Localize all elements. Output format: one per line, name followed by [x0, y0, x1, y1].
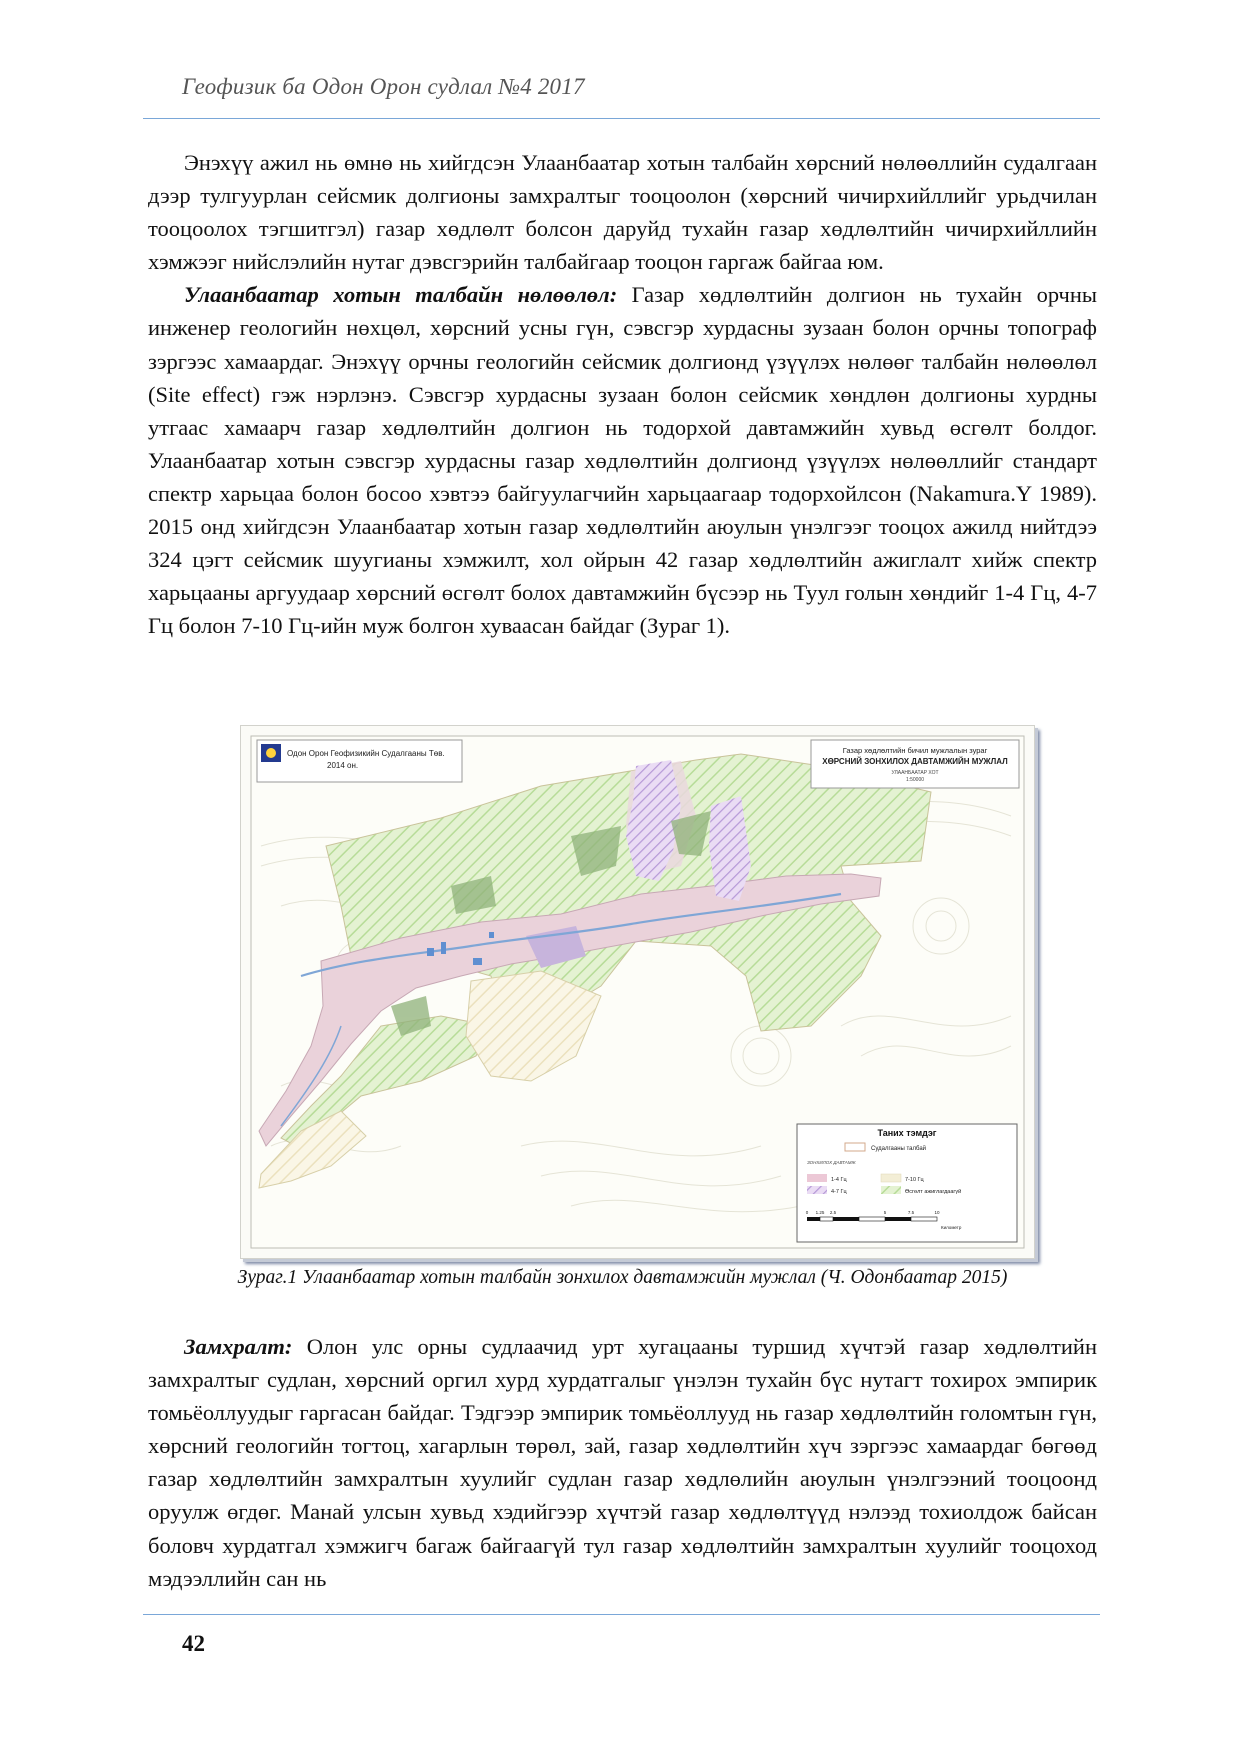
scale-tick-2: 2.5 — [829, 1210, 837, 1215]
legend-subheading: ЗОНХИЛОХ ДАВТАМЖ — [807, 1160, 856, 1165]
site-effect-heading: Улаанбаатар хотын талбайн нөлөөлөл: — [184, 282, 618, 308]
legend-label-1-4hz: 1-4 Гц — [831, 1177, 847, 1183]
institute-name: Одон Орон Геофизикийн Судалгааны Төв. — [287, 749, 445, 758]
footer-rule — [143, 1614, 1100, 1615]
scale-tick-3: 5 — [883, 1210, 887, 1215]
body-block-bottom — [148, 1330, 1097, 1595]
figure-map — [240, 725, 1035, 1259]
map-title-line2: ХӨРСНИЙ ЗОНХИЛОХ ДАВТАМЖИЙН МУЖЛАЛ — [822, 757, 1008, 766]
intro-paragraph: Энэхүү ажил нь өмнө нь хийгдсэн Улаанбаатар хотын талбайн хөрсний нөлөөллийн судалгаан дээр тулгуурлан сейсмик долгионы замхралтыг тооцоолон (хөрсний чичирхийллийг урьдчилан тооцоолох тэгшитгэл) газар хөдлөлт болсон даруйд тухайн газар хөдлөлтийн чичирхийллийн хэмжээг нийслэлийн нутаг дэвсгэрийн талбайгаар тооцон гаргаж байгаа юм. — [148, 150, 1097, 275]
legend-study-area-label: Судалгааны талбай — [871, 1146, 927, 1152]
scale-tick-0: 0 — [805, 1210, 809, 1215]
scale-unit: Километр — [941, 1225, 962, 1230]
legend-title: Таних тэмдэг — [877, 1128, 937, 1138]
legend-swatch-study-area — [845, 1143, 865, 1151]
running-title: Геофизик ба Одон Орон судлал №4 2017 — [182, 74, 585, 99]
map-title-line3: УЛААНБААТАР ХОТ — [891, 770, 939, 776]
legend-label-7-10hz: 7-10 Гц — [905, 1177, 924, 1183]
figure-caption: Зураг.1 Улаанбаатар хотын талбайн зонхилох давтамжийн мужлал (Ч. Одонбаатар 2015) — [237, 1267, 1008, 1288]
header-rule — [143, 118, 1100, 119]
legend-swatch-no-amplification — [881, 1186, 901, 1194]
legend-swatch-1-4hz — [807, 1174, 827, 1182]
site-effect-paragraph — [148, 278, 1097, 642]
institute-year: 2014 он. — [327, 761, 359, 770]
legend-swatch-4-7hz — [807, 1186, 827, 1194]
attenuation-text: Олон улс орны судлаачид урт хугацааны туршид хүчтэй газар хөдлөлтийн замхралтыг судлан, хөрсний оргил хурд хурдатгалыг үнэлэн тухайн бүс нутагт тохирох эмпирик томьёоллуудыг гаргасан байдаг. Тэдгээр эмпирик томьёоллууд нь газар хөдлөлтийн голомтын гүн, хөрсний геологийн тогтоц, хагарлын төрөл, зай, газар хөдлөлтийн хүч зэргээс хамаардаг бөгөөд газар хөдлөлтийн замхралтын хуулийг судлан газар хөдлөлийн аюулын үнэлгээний тооцоонд оруулж өгдөг. Манай улсын хувьд хэдийгээр хүчтэй газар хөдлөлтүүд нэлээд тохиолдож байсан боловч хурдатгал хэмжигч багаж байгаагүй тул газар хөдлөлтийн замхралтын хуулийг тооцоход мэдээллийн сан нь — [148, 1334, 1097, 1591]
scale-tick-5: 10 — [934, 1210, 940, 1215]
legend-swatch-7-10hz — [881, 1174, 901, 1182]
legend-label-no-amplification: Өсгөлт ажиглагдаагүй — [905, 1189, 962, 1195]
site-effect-text: Газар хөдлөлтийн долгион нь тухайн орчны инженер геологийн нөхцөл, хөрсний усны гүн, сэвсгэр хурдасны зузаан болон орчны топограф зэргээс хамаардаг. Энэхүү орчны геологийн сейсмик долгионд үзүүлэх нөлөөг талбайн нөлөөлөл (Site effect) гэж нэрлэнэ. Сэвсгэр хурдасны зузаан болон сейсмик хөндлөн долгионы хурдны утгаас хамаарч газар хөдлөлтийн долгион нь тодорхой давтамжийн хувьд өсгөлт болдог. Улаанбаатар хотын сэвсгэр хурдасны газар хөдлөлтийн долгионд үзүүлэх нөлөөллийг стандарт спектр харьцаа болон босоо хэвтээ байгуулагчийн харьцаагаар тодорхойлсон (Nakamura.Y 1989). 2015 онд хийгдсэн Улаанбаатар хотын газар хөдлөлтийн аюулын үнэлгээг тооцох ажилд нийтдээ 324 цэгт сейсмик шуугианы хэмжилт, хол ойрын 42 газар хөдлөлтийн ажиглалт хийж спектр харьцааны аргуудаар хөрсний өсгөлт болох давтамжийн бүсээр нь Туул голын хөндийг 1-4 Гц, 4-7 Гц болон 7-10 Гц-ийн муж болгон хуваасан байдаг (Зураг 1). — [148, 282, 1097, 639]
scale-tick-4: 7.5 — [907, 1210, 915, 1215]
map-legend — [797, 1124, 1017, 1242]
map-title-line1: Газар хөдлөлтийн бичил мужлалын зураг — [842, 746, 988, 755]
body-block-top — [148, 146, 1097, 642]
attenuation-heading: Замхралт: — [184, 1334, 293, 1359]
page-number: 42 — [182, 1631, 205, 1656]
legend-label-4-7hz: 4-7 Гц — [831, 1189, 847, 1195]
scale-tick-1: 1.25 — [815, 1210, 825, 1215]
attenuation-paragraph — [148, 1330, 1097, 1595]
map-title-line4: 1:50000 — [905, 777, 925, 783]
